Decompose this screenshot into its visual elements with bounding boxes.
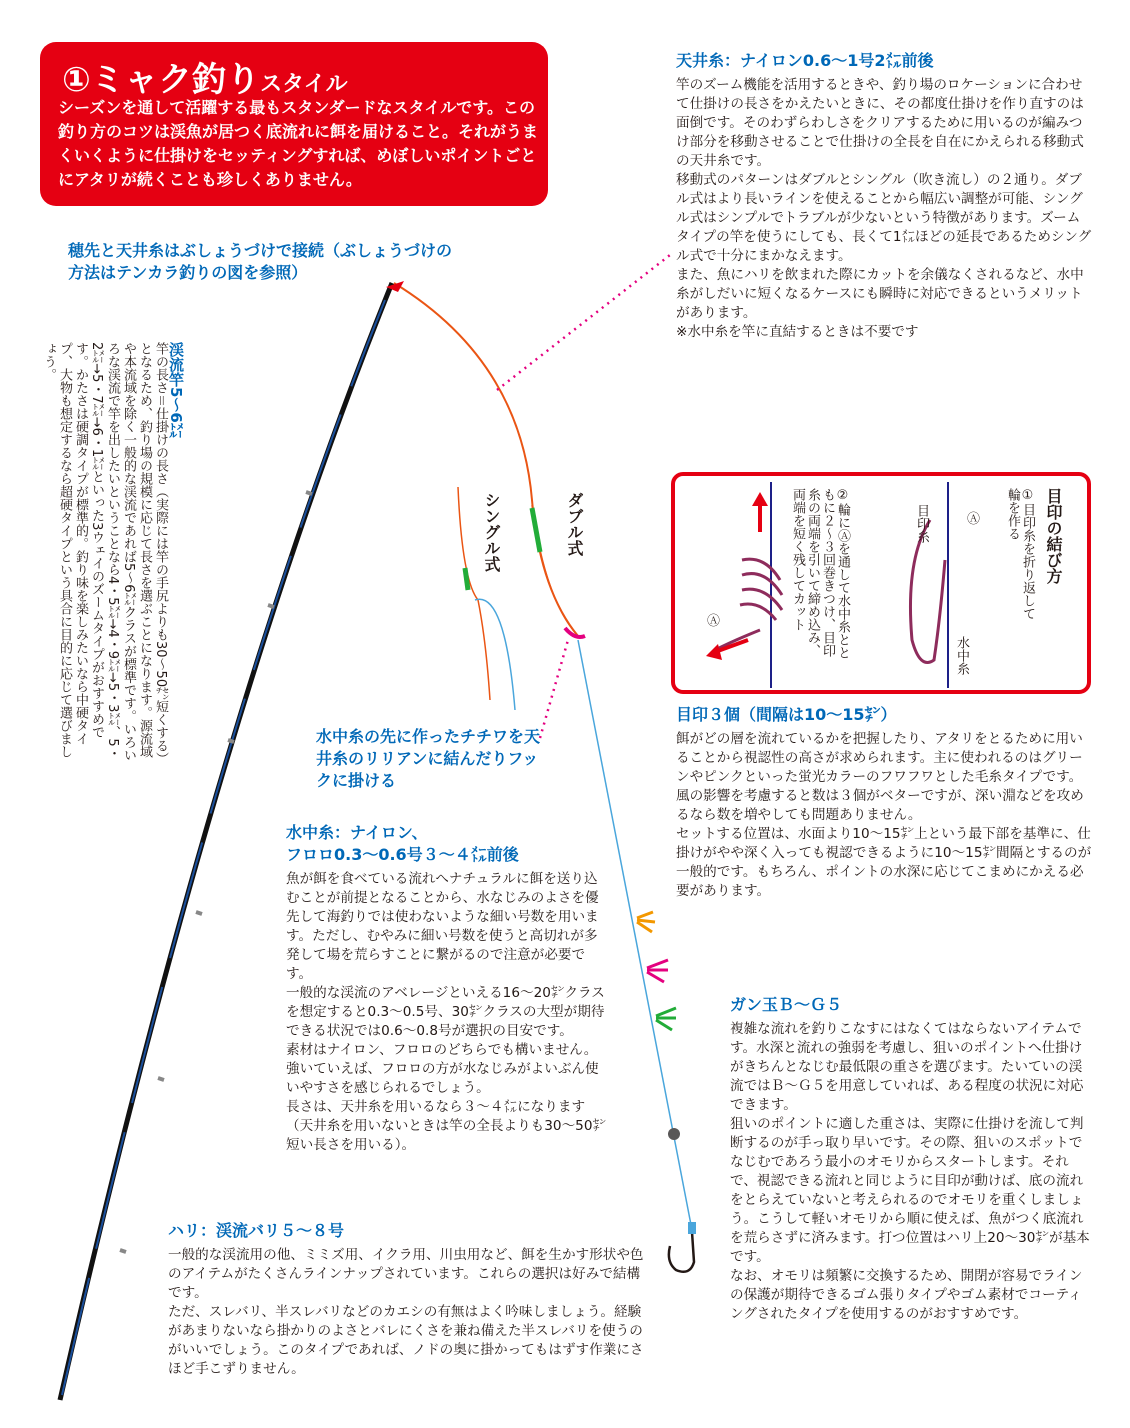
rod-body: 竿の長さ＝仕掛けの長さ（実際には竿の手尻よりも30～50㌢短くする）となるため、釣り場の規模に応じて長さを選ぶことになります。源流域や本流域を除く一般的な渓流であれば5～6㍍クラスが標準です。いろいろな渓流で竿を出したいということなら4・5㍍→4・9㍍→5・3㍍、5・2㍍→5・7㍍→6・1㍍といった3ウェイのズームタイプがおすすめです。かたさは硬調タイプが標準的。釣り味を楽しみたいなら中硬タイプ、大物も想定するなら超硬タイプという具合に目的に応じて選びましょう。 bbox=[41, 342, 168, 762]
suichu-section bbox=[286, 822, 608, 1155]
tenjo-paragraph: 移動式のパターンはダブルとシングル（吹き流し）の２通り。ダブル式はより長いラインを使えることから幅広い調整が可能、シングル式はシンプルでトラブルが少ないという特徴があります。ズームタイプの竿を使うにしても、長くて1㍍ほどの延長であるためシングル式で十分にまかなえます。 bbox=[676, 172, 1092, 264]
knot-step2: ②輪にⒶを通して水中糸とともに２～３回巻きつけ、目印糸の両端を引いて締め込み、両端を短く残してカット bbox=[790, 488, 850, 659]
callout-connection: 穂先と天井糸はぶしょうづけで接続（ぶしょうづけの方法はテンカラ釣りの図を参照） bbox=[68, 241, 453, 282]
title-number: ① bbox=[62, 60, 91, 100]
tenjo-line-double bbox=[394, 283, 578, 636]
marker-mid bbox=[647, 960, 668, 982]
mejirushi-paragraph: 餌がどの層を流れているかを把握したり、アタリをとるために用いることから視認性の高さが求められます。主に使われるのはグリーンやピンクといった蛍光カラーのフワフワとした毛糸タイプです。風の影響を考慮すると数は３個がベターですが、深い淵などを攻めるなら数を増やしても問題ありません。 bbox=[676, 731, 1084, 823]
knot-step1: ①目印糸を折り返して輪を作る bbox=[1005, 488, 1035, 620]
knot-label-suichu: 水中糸 bbox=[954, 636, 969, 675]
mejirushi-section bbox=[676, 704, 1092, 901]
gandama-paragraph: 狙いのポイントに適した重さは、実際に仕掛けを流して判断するのが手っ取り早いです。その際、狙いのスポットでなじむであろう最小のオモリからスタートします。それで、視認できる流れと同じように目印が動けば、底の流れをとらえていないと考えられるのでオモリを重くしましょう。こうして軽いオモリから順に使えば、魚がつく底流れを荒らさずに済みます。打つ位置はハリ上20～30㌢が基本です。 bbox=[730, 1116, 1090, 1265]
tenjo-paragraph: また、魚にハリを飲まれた際にカットを余儀なくされるなど、水中糸がしだいに短くなるケースにも瞬時に対応できるというメリットがあります。 bbox=[676, 267, 1084, 321]
tenjo-note: ※水中糸を竿に直結するときは不要です bbox=[676, 324, 919, 340]
suichu-paragraph: 素材はナイロン、フロロのどちらでも構いません。強いていえば、フロロの方が水なじみがよいぶん使いやすさを感じられるでしょう。 bbox=[286, 1042, 599, 1096]
marker-top bbox=[637, 912, 655, 932]
suichu-paragraph: 長さは、天井糸を用いるなら３～４㍍になります（天井糸を用いないときは竿の全長よりも30～50㌢短い長さを用いる）。 bbox=[286, 1099, 607, 1153]
page-title bbox=[62, 52, 348, 101]
knot-label-a: Ⓐ bbox=[967, 512, 981, 527]
leader-chichiwa bbox=[540, 640, 568, 738]
mejirushi-paragraph: セットする位置は、水面より10～15㌢上という最下部を基準に、仕掛けがやや深く入っても視認できるように10～15㌢間隔とするのが一般的です。もちろん、ポイントの水深に応じてこまめにかえる必要があります。 bbox=[676, 826, 1092, 899]
suichu-paragraph: 魚が餌を食べている流れへナチュラルに餌を送り込むことが前提となることから、水なじみのよさを優先して海釣りでは使わないような細い号数を用います。ただし、むやみに細い号数を使うと高切れが多発して場を荒らすことに繋がるので注意が必要です。 bbox=[286, 871, 599, 982]
label-single: シングル式 bbox=[482, 492, 501, 572]
tenjo-section bbox=[676, 50, 1092, 342]
double-green-mark bbox=[532, 508, 540, 552]
knot-label-mejirushi: 目印糸 bbox=[914, 504, 929, 543]
suichu-heading-2: フロロ0.3～0.6号３～４㍍前後 bbox=[286, 845, 519, 864]
gandama-paragraph: なお、オモリは頻繁に交換するため、開閉が容易でラインの保護が期待できるゴム張りタイプやゴム素材でコーティングされたタイプを使用するのがおすすめです。 bbox=[730, 1268, 1083, 1322]
gandama-section bbox=[730, 994, 1090, 1324]
hook bbox=[669, 1232, 694, 1272]
title-sub-text: スタイル bbox=[260, 72, 348, 97]
title-main-text: ミャク釣り bbox=[90, 60, 261, 100]
rod-heading: 渓流竿5～6㍍ bbox=[167, 342, 185, 438]
hook-eye bbox=[688, 1222, 696, 1234]
hari-heading: ハリ：渓流バリ５～８号 bbox=[168, 1221, 345, 1240]
split-shot bbox=[668, 1128, 680, 1140]
hari-paragraph: 一般的な渓流用の他、ミミズ用、イクラ用、川虫用など、餌を生かす形状や色のアイテムがたくさんラインナップされています。これらの選択は好みで結構です。 bbox=[168, 1247, 644, 1301]
gandama-paragraph: 複雑な流れを釣りこなすにはなくてはならないアイテムです。水深と流れの強弱を考慮し、狙いのポイントへ仕掛けがきちんとなじむ最低限の重さを選びます。たいていの渓流ではＢ～Ｇ５を用意していれば、ある程度の状況に対応できます。 bbox=[730, 1021, 1084, 1113]
callout-chichiwa: 水中糸の先に作ったチチワを天井糸のリリアンに結んだりフックに掛ける bbox=[316, 727, 541, 790]
title-description: シーズンを通して活躍する最もスタンダードなスタイルです。この釣り方のコツは渓魚が居つく底流れに餌を届けること。それがうまくいくように仕掛けをセッティングすれば、めぼしいポイントごとにアタリが続くことも珍しくありません。 bbox=[58, 98, 539, 189]
gandama-heading: ガン玉Ｂ～Ｇ５ bbox=[730, 995, 843, 1014]
marker-bottom bbox=[656, 1008, 676, 1030]
single-green-mark bbox=[465, 568, 468, 590]
hari-paragraph: ただ、スレバリ、半スレバリなどのカエシの有無はよく吟味しましょう。経験があまりないなら掛かりのよさとバレにくさを兼ね備えた半スレバリを使うのがいいでしょう。このタイプであれば、ノドの奥に掛かってもはずす作業にさほど手こずりません。 bbox=[168, 1304, 644, 1377]
knot-title: 目印の結び方 bbox=[1044, 488, 1063, 584]
suichu-heading-1: 水中糸：ナイロン、 bbox=[286, 823, 428, 842]
hari-section bbox=[168, 1220, 646, 1379]
mejirushi-heading: 目印３個（間隔は10～15㌢） bbox=[676, 705, 897, 724]
label-double: ダブル式 bbox=[565, 492, 584, 556]
suichu-paragraph: 一般的な渓流のアベレージといえる16～20㌢クラスを想定すると0.3～0.5号、30㌢クラスの大型が期待できる状況では0.6～0.8号が選択の目安です。 bbox=[286, 985, 605, 1039]
leader-tenjo bbox=[497, 255, 670, 390]
rod-section bbox=[40, 342, 184, 762]
knot-label-a: Ⓐ bbox=[707, 614, 721, 629]
tenjo-heading: 天井糸：ナイロン0.6～1号2㍍前後 bbox=[676, 51, 934, 70]
tenjo-paragraph: 竿のズーム機能を活用するときや、釣り場のロケーションに合わせて仕掛けの長さをかえたいときに、その都度仕掛けを作り直すのは面倒です。そのわずらわしさをクリアするために用いるのが編みつけ部分を移動させることで仕掛けの全長を自在にかえられる移動式の天井糸です。 bbox=[676, 77, 1084, 169]
